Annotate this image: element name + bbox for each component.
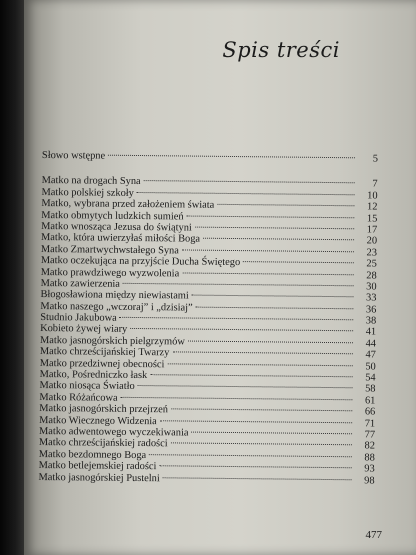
toc-entry-page: 25 xyxy=(366,258,377,270)
toc-entry-page: 58 xyxy=(365,383,376,395)
toc-entry-title: Słowo wstępne xyxy=(41,150,106,162)
dot-leader xyxy=(217,204,354,206)
toc-entry-page: 7 xyxy=(372,178,378,190)
toc-entry-title: Matko adwentowego wyczekiwania xyxy=(38,425,189,439)
dot-leader xyxy=(120,317,354,320)
toc-entry-page: 12 xyxy=(366,201,378,213)
toc-entry-page: 88 xyxy=(364,452,375,464)
toc-entry-title: Matko na drogach Syna xyxy=(41,175,141,188)
toc-entry-title: Matko jasnogórskich pielgrzymów xyxy=(39,334,185,348)
toc-entry-page: 61 xyxy=(364,395,376,407)
dot-leader xyxy=(192,295,354,298)
toc-entry-title: Matko chrześcijańskiej Twarzy xyxy=(39,346,170,359)
toc-entry-page: 20 xyxy=(366,235,378,247)
dot-leader xyxy=(123,283,354,286)
toc-entry-page: 33 xyxy=(366,292,377,304)
dot-leader xyxy=(182,249,354,252)
dot-leader xyxy=(160,420,352,423)
toc-entry-title: Matko oczekująca na przyjście Ducha Świętego xyxy=(40,255,241,269)
toc-entry-title: Matko Różańcowa xyxy=(39,391,118,404)
toc-entry-title: Matko polskiej szkoły xyxy=(41,186,134,199)
toc-entry-title: Matko przedziwnej obecności xyxy=(39,357,165,370)
toc-entry xyxy=(39,472,375,487)
dot-leader xyxy=(203,238,354,241)
toc-entry-page: 98 xyxy=(364,474,375,487)
toc-entry-title: Matko bezdomnego Boga xyxy=(38,448,147,461)
book-page xyxy=(24,0,416,555)
dot-leader xyxy=(163,477,352,480)
dot-leader xyxy=(108,155,355,159)
toc-entry-page: 93 xyxy=(364,463,375,475)
dot-leader xyxy=(243,261,354,263)
toc-entry-title: Matko obmytych ludzkich sumień xyxy=(41,209,184,223)
dot-leader xyxy=(192,432,353,435)
toc-entry-title: Matko niosąca Światło xyxy=(39,380,135,393)
toc-entry-page: 30 xyxy=(366,281,377,293)
dot-leader xyxy=(144,180,355,183)
toc-entry-page: 41 xyxy=(365,326,377,338)
toc-entry-page: 47 xyxy=(365,349,376,361)
toc-entry-page: 15 xyxy=(366,212,378,225)
dot-leader xyxy=(130,328,353,331)
dot-leader xyxy=(150,374,352,377)
page-title: Spis treści xyxy=(222,38,340,62)
toc-entry-page: 71 xyxy=(364,417,376,430)
toc-entry-title: Matko, która uwierzyłaś miłości Boga xyxy=(41,232,201,246)
toc-entry-title: Studnio Jakubowa xyxy=(40,312,117,324)
toc-entry-title: Kobieto żywej wiary xyxy=(40,323,128,336)
toc-entry-title: Matko betlejemskiej radości xyxy=(38,460,157,473)
toc-entry-title: Matko zawierzenia xyxy=(40,277,120,290)
toc-entry-title: Matko Wiecznego Widzenia xyxy=(39,414,157,427)
dot-leader xyxy=(137,192,355,195)
toc-entry-page: 10 xyxy=(367,190,378,202)
toc-entry-page: 77 xyxy=(364,429,376,441)
toc-entry-page: 44 xyxy=(365,338,377,350)
dot-leader xyxy=(172,352,353,355)
toc-entry-title: Błogosławiona między niewiastami xyxy=(40,289,189,302)
toc-entry-page: 5 xyxy=(372,153,378,165)
toc-entry-page: 82 xyxy=(364,440,375,452)
dot-leader xyxy=(167,363,352,366)
page-number: 477 xyxy=(365,529,382,541)
toc-entry-title: Matko prawdziwego wyzwolenia xyxy=(40,266,180,279)
toc-entry-page: 38 xyxy=(365,315,377,327)
toc-entry-title: Matko, Pośredniczko łask xyxy=(39,369,148,382)
dot-leader xyxy=(149,454,352,457)
dot-leader xyxy=(171,443,352,446)
dot-leader xyxy=(171,409,352,412)
toc-entry-title: Matko, wybrana przed założeniem świata xyxy=(41,198,215,211)
toc-entry-title: Matko Zmartwychwstałego Syna xyxy=(40,243,179,257)
toc-entry-page: 54 xyxy=(365,372,376,384)
dot-leader xyxy=(195,227,354,230)
toc-entry-page: 36 xyxy=(365,304,377,316)
toc-entry-page: 50 xyxy=(365,361,376,373)
toc-entry-page: 23 xyxy=(366,247,377,259)
toc-entry-title: Matko jasnogórskich przejrzeń xyxy=(39,403,169,416)
dot-leader xyxy=(182,272,354,275)
dot-leader xyxy=(138,385,353,388)
toc-entry-page: 17 xyxy=(366,224,378,236)
toc-entry-page: 28 xyxy=(366,269,377,282)
dot-leader xyxy=(188,340,353,343)
dot-leader xyxy=(121,397,353,400)
table-of-contents xyxy=(39,150,378,486)
dot-leader xyxy=(159,465,351,468)
toc-entry-title: Matko wnosząca Jezusa do świątyni xyxy=(41,220,192,234)
toc-entry xyxy=(42,150,378,165)
toc-entry-title: Matko chrześcijańskiej radości xyxy=(38,437,168,450)
dot-leader xyxy=(196,306,354,309)
toc-entry-title: Matko naszego „wczoraj” i „dzisiaj” xyxy=(40,300,193,314)
dot-leader xyxy=(187,215,355,218)
toc-entry-page: 66 xyxy=(364,406,376,418)
toc-entry-title: Matko jasnogórskiej Pustelni xyxy=(38,471,160,484)
